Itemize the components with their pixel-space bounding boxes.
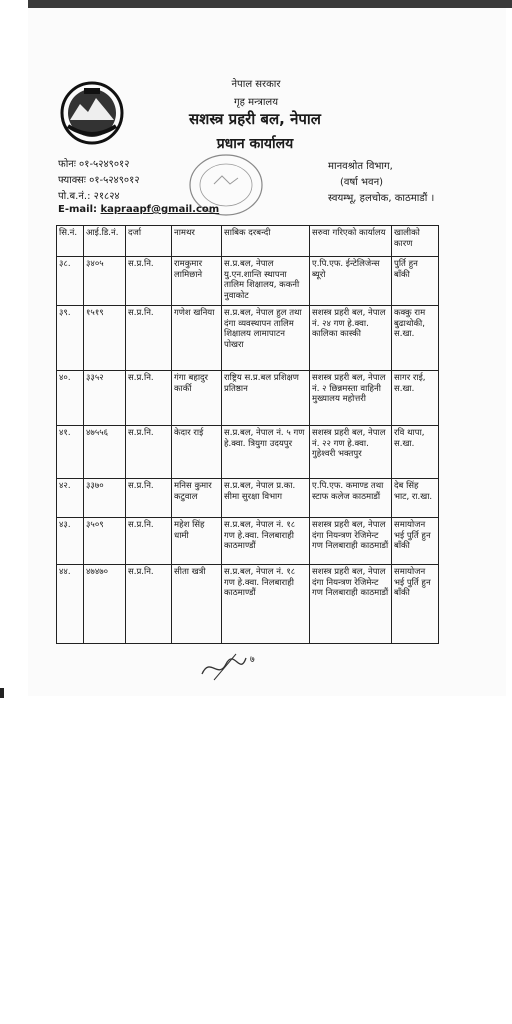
cell-rank: स.प्र.नि. bbox=[126, 371, 172, 426]
department-building: (वर्षा भवन) bbox=[340, 177, 384, 188]
cell-name: मनिस कुमार कटुवाल bbox=[172, 479, 222, 518]
cell-serial: ४१. bbox=[57, 426, 84, 479]
cell-previous-post: स.प्र.बल, नेपाल प्र.का. सीमा सुरक्षा विभाग bbox=[222, 479, 310, 518]
cell-vacancy-reason: समायोजन भई पुर्ति हुन बाँकी bbox=[392, 518, 439, 565]
cell-transferred-office: ए.पि.एफ. ईन्टेलिजेन्स ब्यूरो bbox=[310, 257, 392, 306]
table-header-row bbox=[57, 226, 439, 257]
col-serial: सि.नं. bbox=[57, 226, 84, 257]
cell-transferred-office: सशस्त्र प्रहरी बल, नेपाल नं. २ छिन्नमस्ता वाहिनी मुख्यालय महोत्तरी bbox=[310, 371, 392, 426]
cell-transferred-office: ए.पि.एफ. कमाण्ड तथा स्टाफ कलेज काठमाडौं bbox=[310, 479, 392, 518]
cell-previous-post: स.प्र.बल, नेपाल नं. १८ गण हे.क्वा. निलबाराही काठमाण्डौं bbox=[222, 518, 310, 565]
cell-vacancy-reason: समायोजन भई पुर्ति हुन बाँकी bbox=[392, 565, 439, 644]
table-row bbox=[57, 426, 439, 479]
cell-vacancy-reason: सागर राई, स.खा. bbox=[392, 371, 439, 426]
nepal-emblem-icon bbox=[58, 80, 126, 146]
department-address: स्वयम्भू, हलचोक, काठमाडौं । bbox=[328, 193, 435, 204]
government-name: नेपाल सरकार bbox=[231, 79, 281, 90]
cell-transferred-office: सशस्त्र प्रहरी बल, नेपाल दंगा नियन्त्रण रेजिमेन्ट गण निलबाराही काठमाडौं bbox=[310, 565, 392, 644]
cell-vacancy-reason: पुर्ति हुन बाँकी bbox=[392, 257, 439, 306]
cell-rank: स.प्र.नि. bbox=[126, 518, 172, 565]
cell-name: गणेश खनिया bbox=[172, 306, 222, 371]
table-row bbox=[57, 518, 439, 565]
table-row bbox=[57, 479, 439, 518]
cell-transferred-office: सशस्त्र प्रहरी बल, नेपाल दंगा नियन्त्रण रेजिमेन्ट गण निलबाराही काठमाडौं bbox=[310, 518, 392, 565]
cell-name: केदार राई bbox=[172, 426, 222, 479]
cell-name: रामकुमार लामिछाने bbox=[172, 257, 222, 306]
transfer-table bbox=[56, 225, 439, 644]
col-id: आई.डि.नं. bbox=[84, 226, 126, 257]
cell-serial: ४४. bbox=[57, 565, 84, 644]
phone-number: फोनः ०१-५२४९०१२ bbox=[58, 159, 130, 170]
cell-rank: स.प्र.नि. bbox=[126, 565, 172, 644]
cell-serial: ४२. bbox=[57, 479, 84, 518]
scan-mark bbox=[0, 688, 4, 698]
cell-id: ४७४७० bbox=[84, 565, 126, 644]
email-line bbox=[58, 204, 219, 215]
signature-icon bbox=[196, 650, 266, 686]
cell-id: ४७५५६ bbox=[84, 426, 126, 479]
cell-previous-post: स.प्र.बल, नेपाल नं. ५ गण हे.क्वा. त्रियुगा उदयपुर bbox=[222, 426, 310, 479]
cell-rank: स.प्र.नि. bbox=[126, 479, 172, 518]
cell-serial: ४३. bbox=[57, 518, 84, 565]
col-previous-post: साबिक दरबन्दी bbox=[222, 226, 310, 257]
table-row bbox=[57, 306, 439, 371]
cell-previous-post: स.प्र.बल, नेपाल हुल तथा दंगा व्यवस्थापन तालिम शिक्षालय लामापाटन पोखरा bbox=[222, 306, 310, 371]
page-margin bbox=[0, 0, 28, 1024]
organization-name: सशस्त्र प्रहरी बल, नेपाल bbox=[189, 110, 321, 128]
cell-previous-post: स.प्र.बल, नेपाल यु.एन.शान्ति स्थापना तालिम शिक्षालय, ककनी नुवाकोट bbox=[222, 257, 310, 306]
cell-previous-post: राष्ट्रिय स.प्र.बल प्रशिक्षण प्रतिष्ठान bbox=[222, 371, 310, 426]
ministry-name: गृह मन्त्रालय bbox=[233, 97, 279, 108]
cell-vacancy-reason: कक्कु राम बुढाथोकी, स.खा. bbox=[392, 306, 439, 371]
email-label: E-mail: bbox=[58, 204, 98, 215]
scan-edge bbox=[28, 0, 512, 8]
cell-previous-post: स.प्र.बल, नेपाल नं. १८ गण हे.क्वा. निलबाराही काठमाण्डौं bbox=[222, 565, 310, 644]
office-name: प्रधान कार्यालय bbox=[216, 136, 294, 152]
cell-vacancy-reason: रवि थापा, स.खा. bbox=[392, 426, 439, 479]
po-box: पो.ब.नं.: २१८२४ bbox=[58, 191, 120, 202]
cell-rank: स.प्र.नि. bbox=[126, 426, 172, 479]
email-address[interactable]: kapraapf@gmail.com bbox=[100, 204, 220, 215]
fax-number: फ्याक्सः ०१-५२४९०१२ bbox=[58, 175, 140, 186]
cell-name: सीता खत्री bbox=[172, 565, 222, 644]
cell-id: ३४०५ bbox=[84, 257, 126, 306]
cell-id: १५१९ bbox=[84, 306, 126, 371]
cell-rank: स.प्र.नि. bbox=[126, 306, 172, 371]
col-name: नामथर bbox=[172, 226, 222, 257]
table-row bbox=[57, 565, 439, 644]
cell-transferred-office: सशस्त्र प्रहरी बल, नेपाल नं. २२ गण हे.क्वा. गुहेश्वरी भक्तपुर bbox=[310, 426, 392, 479]
col-rank: दर्जा bbox=[126, 226, 172, 257]
department-name: मानवश्रोत विभाग, bbox=[328, 161, 393, 172]
cell-serial: ४०. bbox=[57, 371, 84, 426]
cell-vacancy-reason: देब सिंह भाट, रा.खा. bbox=[392, 479, 439, 518]
cell-id: ३५०९ bbox=[84, 518, 126, 565]
cell-name: महेश सिंह धामी bbox=[172, 518, 222, 565]
col-vacancy-reason: खालीको कारण bbox=[392, 226, 439, 257]
cell-transferred-office: सशस्त्र प्रहरी बल, नेपाल नं. २४ गण हे.क्वा. कालिका कास्की bbox=[310, 306, 392, 371]
cell-rank: स.प्र.नि. bbox=[126, 257, 172, 306]
cell-serial: ३९. bbox=[57, 306, 84, 371]
cell-id: ३३७० bbox=[84, 479, 126, 518]
table-row bbox=[57, 257, 439, 306]
col-transferred-office: सरुवा गरिएको कार्यालय bbox=[310, 226, 392, 257]
cell-id: ३३५२ bbox=[84, 371, 126, 426]
cell-serial: ३८. bbox=[57, 257, 84, 306]
table-row bbox=[57, 371, 439, 426]
page-mark: ७ bbox=[250, 655, 255, 665]
cell-name: गंगा बहादुर कार्की bbox=[172, 371, 222, 426]
